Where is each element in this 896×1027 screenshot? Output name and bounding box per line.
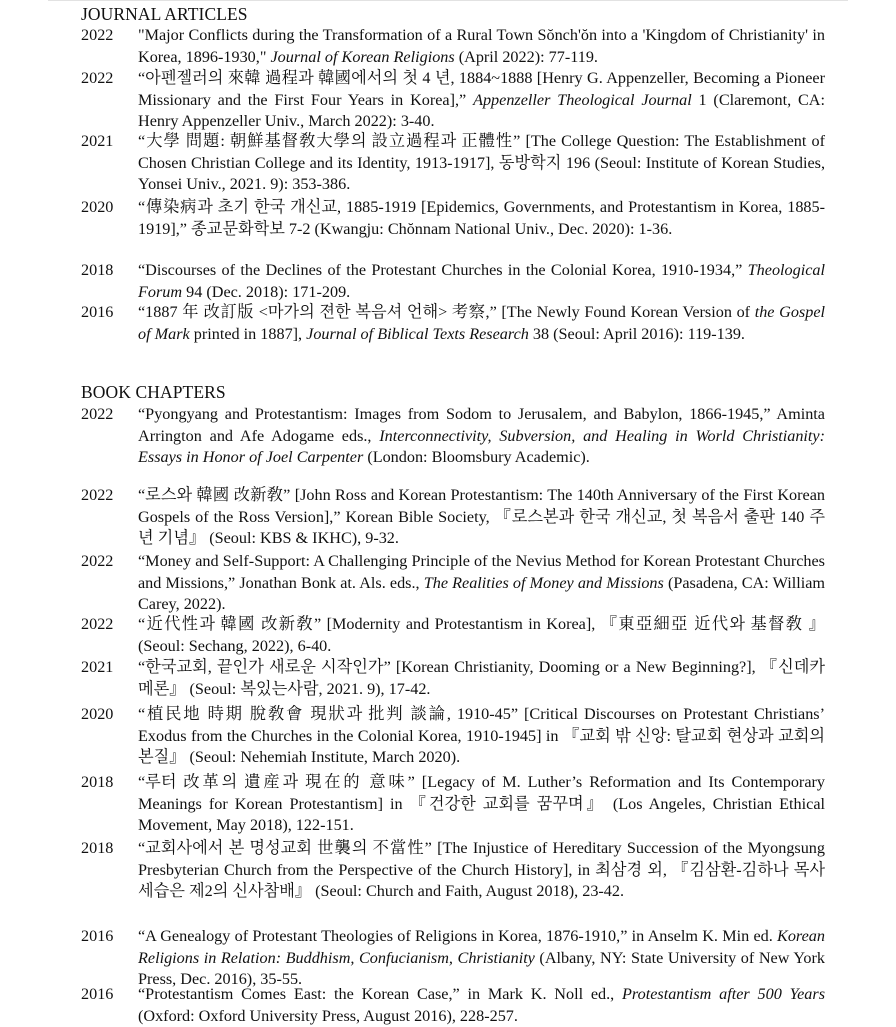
citation-title-italic: Journal of Korean Religions	[270, 47, 455, 66]
page-top-border	[48, 0, 848, 1]
citation-text: (Pasadena, CA: William Carey, 2022).	[138, 573, 825, 614]
citation-text: (April 2022): 77-119.	[454, 47, 598, 66]
publication-citation	[138, 302, 825, 345]
publication-entry	[81, 404, 825, 469]
citation-text: 38 (Seoul: April 2016): 119-139.	[528, 324, 745, 343]
citation-text: “近代性과 韓國 改新敎” [Modernity and Protestantism in Korea], 『東亞細亞 近代와 基督敎 』 (Seoul: Sechang, 2022), 6-40.	[138, 615, 825, 655]
publication-entry	[81, 657, 825, 700]
publication-citation	[138, 704, 825, 769]
citation-text: 1 (Claremont, CA: Henry Appenzeller Univ., March 2022): 3-40.	[138, 90, 825, 131]
citation-text: “로스와 韓國 改新敎” [John Ross and Korean Protestantism: The 140th Anniversary of the First Korean Gospels of the Ross Version],” Korean Bible Society, 『로스본과 한국 개신교, 첫 복음서 출판 140 주년 기념』 (Seoul: KBS & IKHC), 9-32.	[138, 486, 825, 548]
citation-title-italic: The Realities of Money and Missions	[423, 573, 664, 592]
publication-citation	[138, 68, 825, 133]
publication-entry	[81, 260, 825, 303]
publication-year: 2022	[81, 615, 114, 633]
publication-citation	[138, 772, 825, 837]
citation-text: (London: Bloomsbury Academic).	[363, 448, 590, 467]
publication-citation	[138, 260, 825, 303]
citation-text: “植民地 時期 脫敎會 現狀과 批判 談論, 1910-45” [Critical Discourses on Protestant Christians’ Exodus from the Churches in the Colonial Korea, 1910-1945] in 『교회 밖 신앙: 탈교회 현상과 교회의 본질』 (Seoul: Nehemiah Institute, March 2020).	[138, 705, 825, 767]
publication-year: 2020	[81, 705, 114, 723]
publication-citation	[138, 614, 825, 657]
publication-year: 2018	[81, 261, 114, 279]
publication-citation	[138, 838, 825, 903]
citation-text: “Protestantism Comes East: the Korean Case,” in Mark K. Noll ed.,	[138, 985, 623, 1003]
publication-year: 2018	[81, 839, 114, 857]
publication-citation	[138, 197, 825, 240]
citation-text: "Major Conflicts during the Transformation of a Rural Town Sŏnch'ŏn into a 'Kingdom of Christianity' in Korea, 1896-1930,"	[138, 26, 825, 66]
publication-entry	[81, 984, 825, 1027]
publication-entry	[81, 614, 825, 657]
citation-text: “Pyongyang and Protestantism: Images from Sodom to Jerusalem, and Babylon, 1866-1945,” Aminta Arrington and Afe Adogame eds.,	[138, 405, 825, 445]
citation-text: 94 (Dec. 2018): 171-209.	[182, 282, 351, 301]
publication-entry	[81, 772, 825, 837]
publication-year: 2022	[81, 486, 114, 504]
publication-entry	[81, 551, 825, 616]
publication-year: 2022	[81, 69, 114, 87]
section-heading: BOOK CHAPTERS	[81, 382, 226, 402]
publication-citation	[138, 551, 825, 616]
citation-text: (Oxford: Oxford University Press, August 2016), 228-257.	[138, 1006, 518, 1025]
citation-text: “大學 問題: 朝鮮基督敎大學의 設立過程과 正體性” [The College Question: The Establishment of Chosen Christian College and its Identity, 1913-1917], 동방학지 196 (Seoul: Institute of Korean Studies, Yonsei Univ., 2021. 9): 353-386.	[138, 132, 825, 194]
publication-entry	[81, 131, 825, 196]
publication-entry	[81, 926, 825, 991]
publication-year: 2020	[81, 198, 114, 216]
citation-title-italic: Journal of Biblical Texts Research	[306, 324, 529, 343]
publication-entry	[81, 485, 825, 550]
citation-text: “Discourses of the Declines of the Protestant Churches in the Colonial Korea, 1910-1934,”	[138, 261, 748, 279]
citation-text: “Money and Self-Support: A Challenging Principle of the Nevius Method for Korean Protestant Churches and Missions,” Jonathan Bonk at. Als. eds.,	[138, 552, 825, 592]
publication-year: 2022	[81, 552, 114, 570]
publication-entry	[81, 68, 825, 133]
citation-text: “루터 改革의 遺産과 現在的 意味” [Legacy of M. Luther’s Reformation and Its Contemporary Meanings for Korean Protestantism] in 『건강한 교회를 꿈꾸며』 (Los Angeles, Christian Ethical Movement, May 2018), 122-151.	[138, 773, 825, 835]
publication-year: 2018	[81, 773, 114, 791]
publication-year: 2016	[81, 927, 114, 945]
publication-citation	[138, 657, 825, 700]
citation-text: “한국교회, 끝인가 새로운 시작인가” [Korean Christianity, Dooming or a New Beginning?], 『신데카메론』 (Seoul: 복있는사람, 2021. 9), 17-42.	[138, 658, 825, 698]
publication-citation	[138, 485, 825, 550]
publication-citation	[138, 404, 825, 469]
publication-citation	[138, 25, 825, 68]
citation-text: “교회사에서 본 명성교회 世襲의 不當性” [The Injustice of Hereditary Succession of the Myongsung Presbyterian Church from the Perspective of the Church History], in 최삼경 외, 『김삼환-김하나 목사 세습은 제2의 신사참배』 (Seoul: Church and Faith, August 2018), 23-42.	[138, 839, 825, 901]
publication-year: 2022	[81, 26, 114, 44]
publication-citation	[138, 926, 825, 991]
citation-title-italic: Theological Forum	[138, 261, 825, 301]
publication-entry	[81, 838, 825, 903]
citation-text: printed in 1887],	[189, 324, 307, 343]
citation-title-italic: Korean Religions in Relation: Buddhism, Confucianism, Christianity	[138, 927, 825, 967]
citation-text: “A Genealogy of Protestant Theologies of Religions in Korea, 1876-1910,” in Anselm K. Min ed.	[138, 927, 778, 945]
publication-entry	[81, 197, 825, 240]
publication-year: 2021	[81, 132, 114, 150]
citation-title-italic: the Gospel of Mark	[138, 303, 826, 343]
publication-entry	[81, 704, 825, 769]
publication-citation	[138, 131, 825, 196]
citation-text: “1887 年 改訂版 <마가의 젼한 복음셔 언해> 考察,” [The Newly Found Korean Version of	[138, 303, 755, 321]
publication-citation	[138, 984, 825, 1027]
publication-year: 2016	[81, 985, 114, 1003]
citation-text: “아펜젤러의 來韓 過程과 韓國에서의 첫 4 년, 1884~1888 [Henry G. Appenzeller, Becoming a Pioneer Missionary and the First Four Years in Korea],”	[138, 69, 825, 109]
publication-entry	[81, 25, 825, 68]
citation-text: “傳染病과 초기 한국 개신교, 1885-1919 [Epidemics, Governments, and Protestantism in Korea, 1885-1919],” 종교문화학보 7-2 (Kwangju: Chŏnnam National Univ., Dec. 2020): 1-36.	[138, 198, 825, 238]
publication-year: 2022	[81, 405, 114, 423]
citation-text: (Albany, NY: State University of New York Press, Dec. 2016), 35-55.	[138, 948, 825, 989]
publication-entry	[81, 302, 825, 345]
publication-year: 2016	[81, 303, 114, 321]
section-heading: JOURNAL ARTICLES	[81, 4, 248, 24]
citation-title-italic: Interconnectivity, Subversion, and Healing in World Christianity: Essays in Honor of Joel Carpenter	[138, 426, 825, 467]
citation-title-italic: Protestantism after 500 Years	[622, 985, 825, 1003]
citation-title-italic: Appenzeller Theological Journal	[473, 90, 692, 109]
publication-year: 2021	[81, 658, 114, 676]
